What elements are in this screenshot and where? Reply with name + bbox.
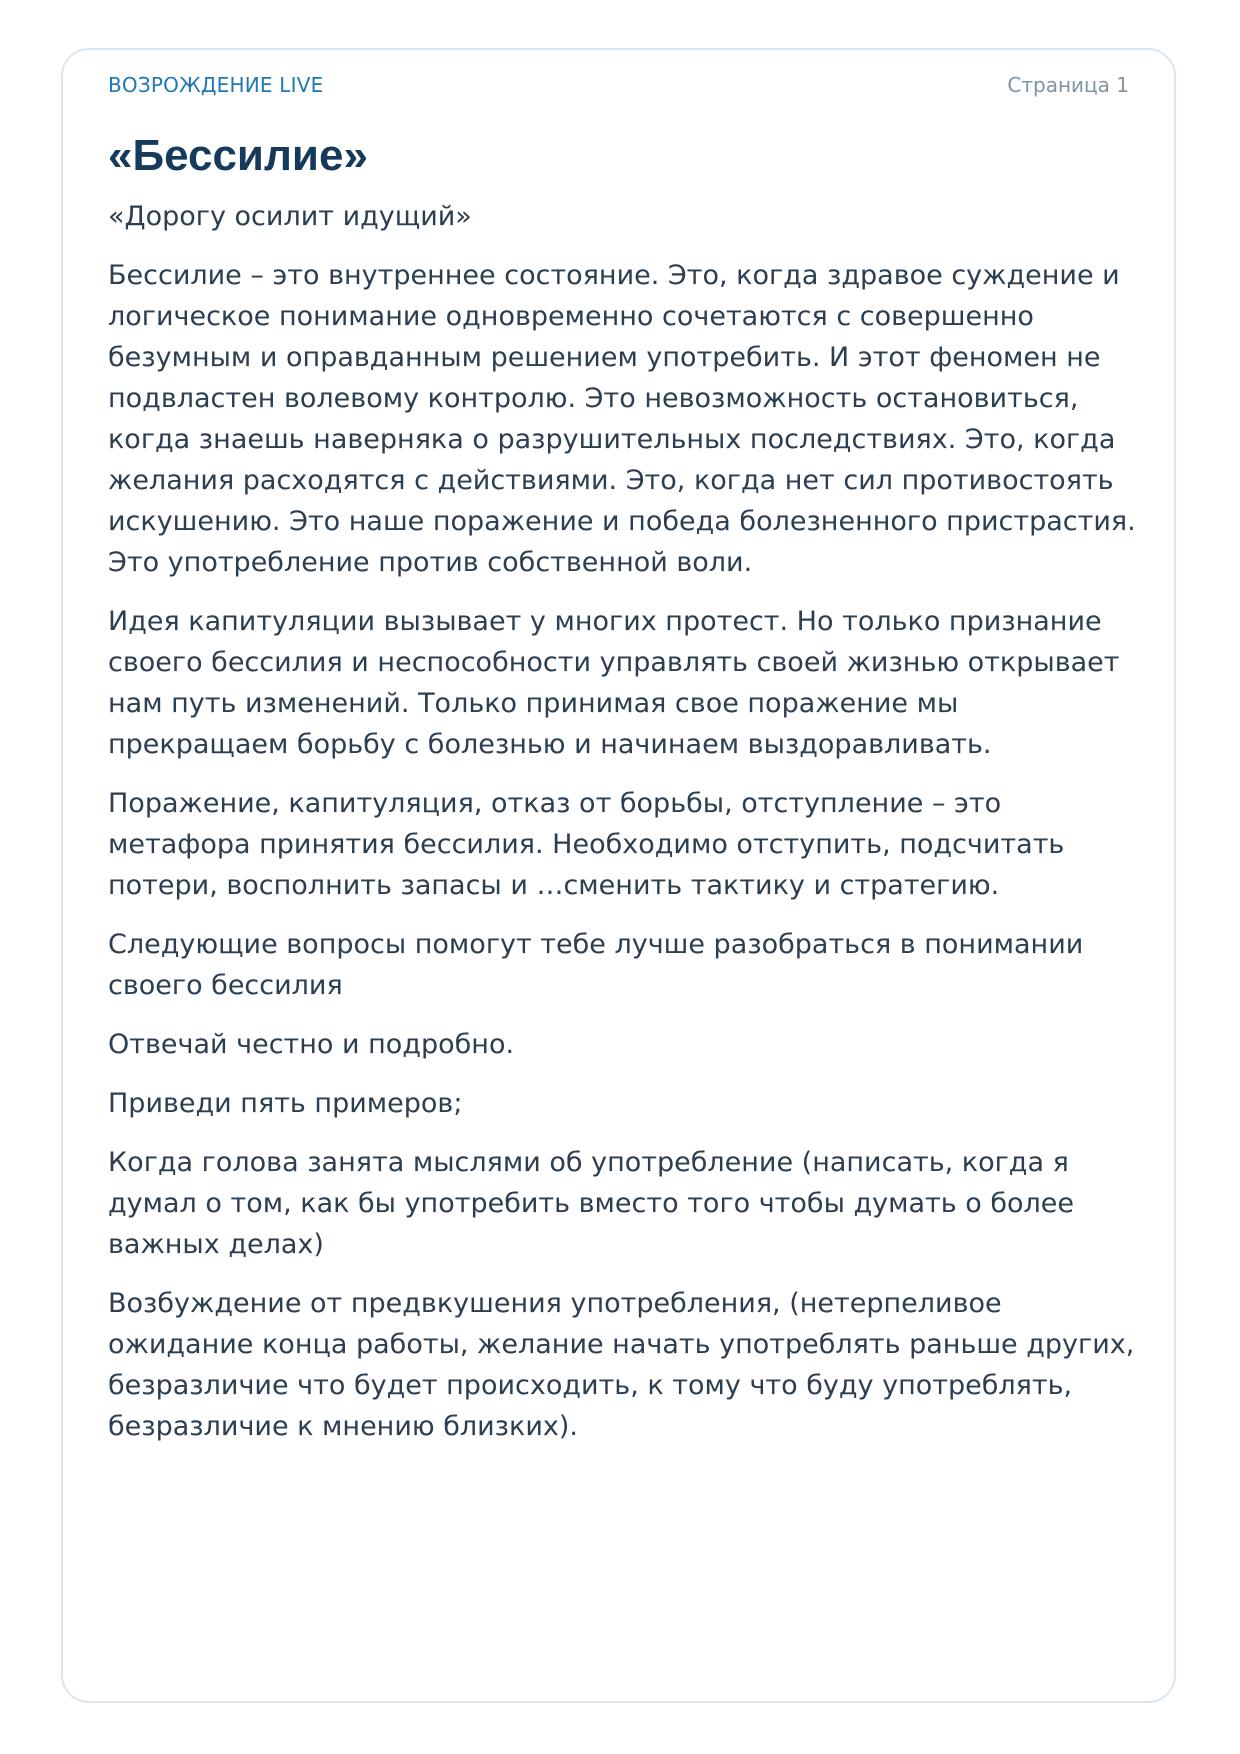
paragraph-8: Возбуждение от предвкушения употребления, (нетерпеливое ожидание конца работы, желание начать употреблять раньше других, безразличие что будет происходить, к тому что буду употреблять, безразличие к мнению близких).: [108, 1288, 1135, 1442]
epigraph: «Дорогу осилит идущий»: [108, 201, 472, 232]
paragraph-4: Следующие вопросы помогут тебе лучше разобраться в понимании своего бессилия: [108, 929, 1084, 1001]
paragraph-6: Приведи пять примеров;: [108, 1088, 463, 1119]
paragraph-7: Когда голова занята мыслями об употребление (написать, когда я думал о том, как бы употребить вместо того чтобы думать о более важных делах): [108, 1147, 1075, 1260]
header-brand: ВОЗРОЖДЕНИЕ LIVE: [108, 73, 324, 97]
paragraph-2: Идея капитуляции вызывает у многих протест. Но только признание своего бессилия и неспособности управлять своей жизнью открывает нам путь изменений. Только принимая свое поражение мы прекращаем борьбу с болезнью и начинаем выздоравливать.: [108, 606, 1120, 760]
paragraph-1: Бессилие – это внутреннее состояние. Это, когда здравое суждение и логическое понимание одновременно сочетаются с совершенно безумным и оправданным решением употребить. И этот феномен не подвластен волевому контролю. Это невозможность остановиться, когда знаешь наверняка о разрушительных последствиях. Это, когда желания расходятся с действиями. Это, когда нет сил противостоять искушению. Это наше поражение и победа болезненного пристрастия. Это употребление против собственной воли.: [108, 260, 1136, 578]
paragraph-3: Поражение, капитуляция, отказ от борьбы, отступление – это метафора принятия бессилия. Необходимо отступить, подсчитать потери, восполнить запасы и …сменить тактику и стратегию.: [108, 788, 1065, 901]
paragraph-5: Отвечай честно и подробно.: [108, 1029, 515, 1060]
document-body: [108, 196, 1138, 1465]
document-title: «Бессилие»: [108, 131, 368, 180]
page-number: Страница 1: [1007, 73, 1129, 97]
